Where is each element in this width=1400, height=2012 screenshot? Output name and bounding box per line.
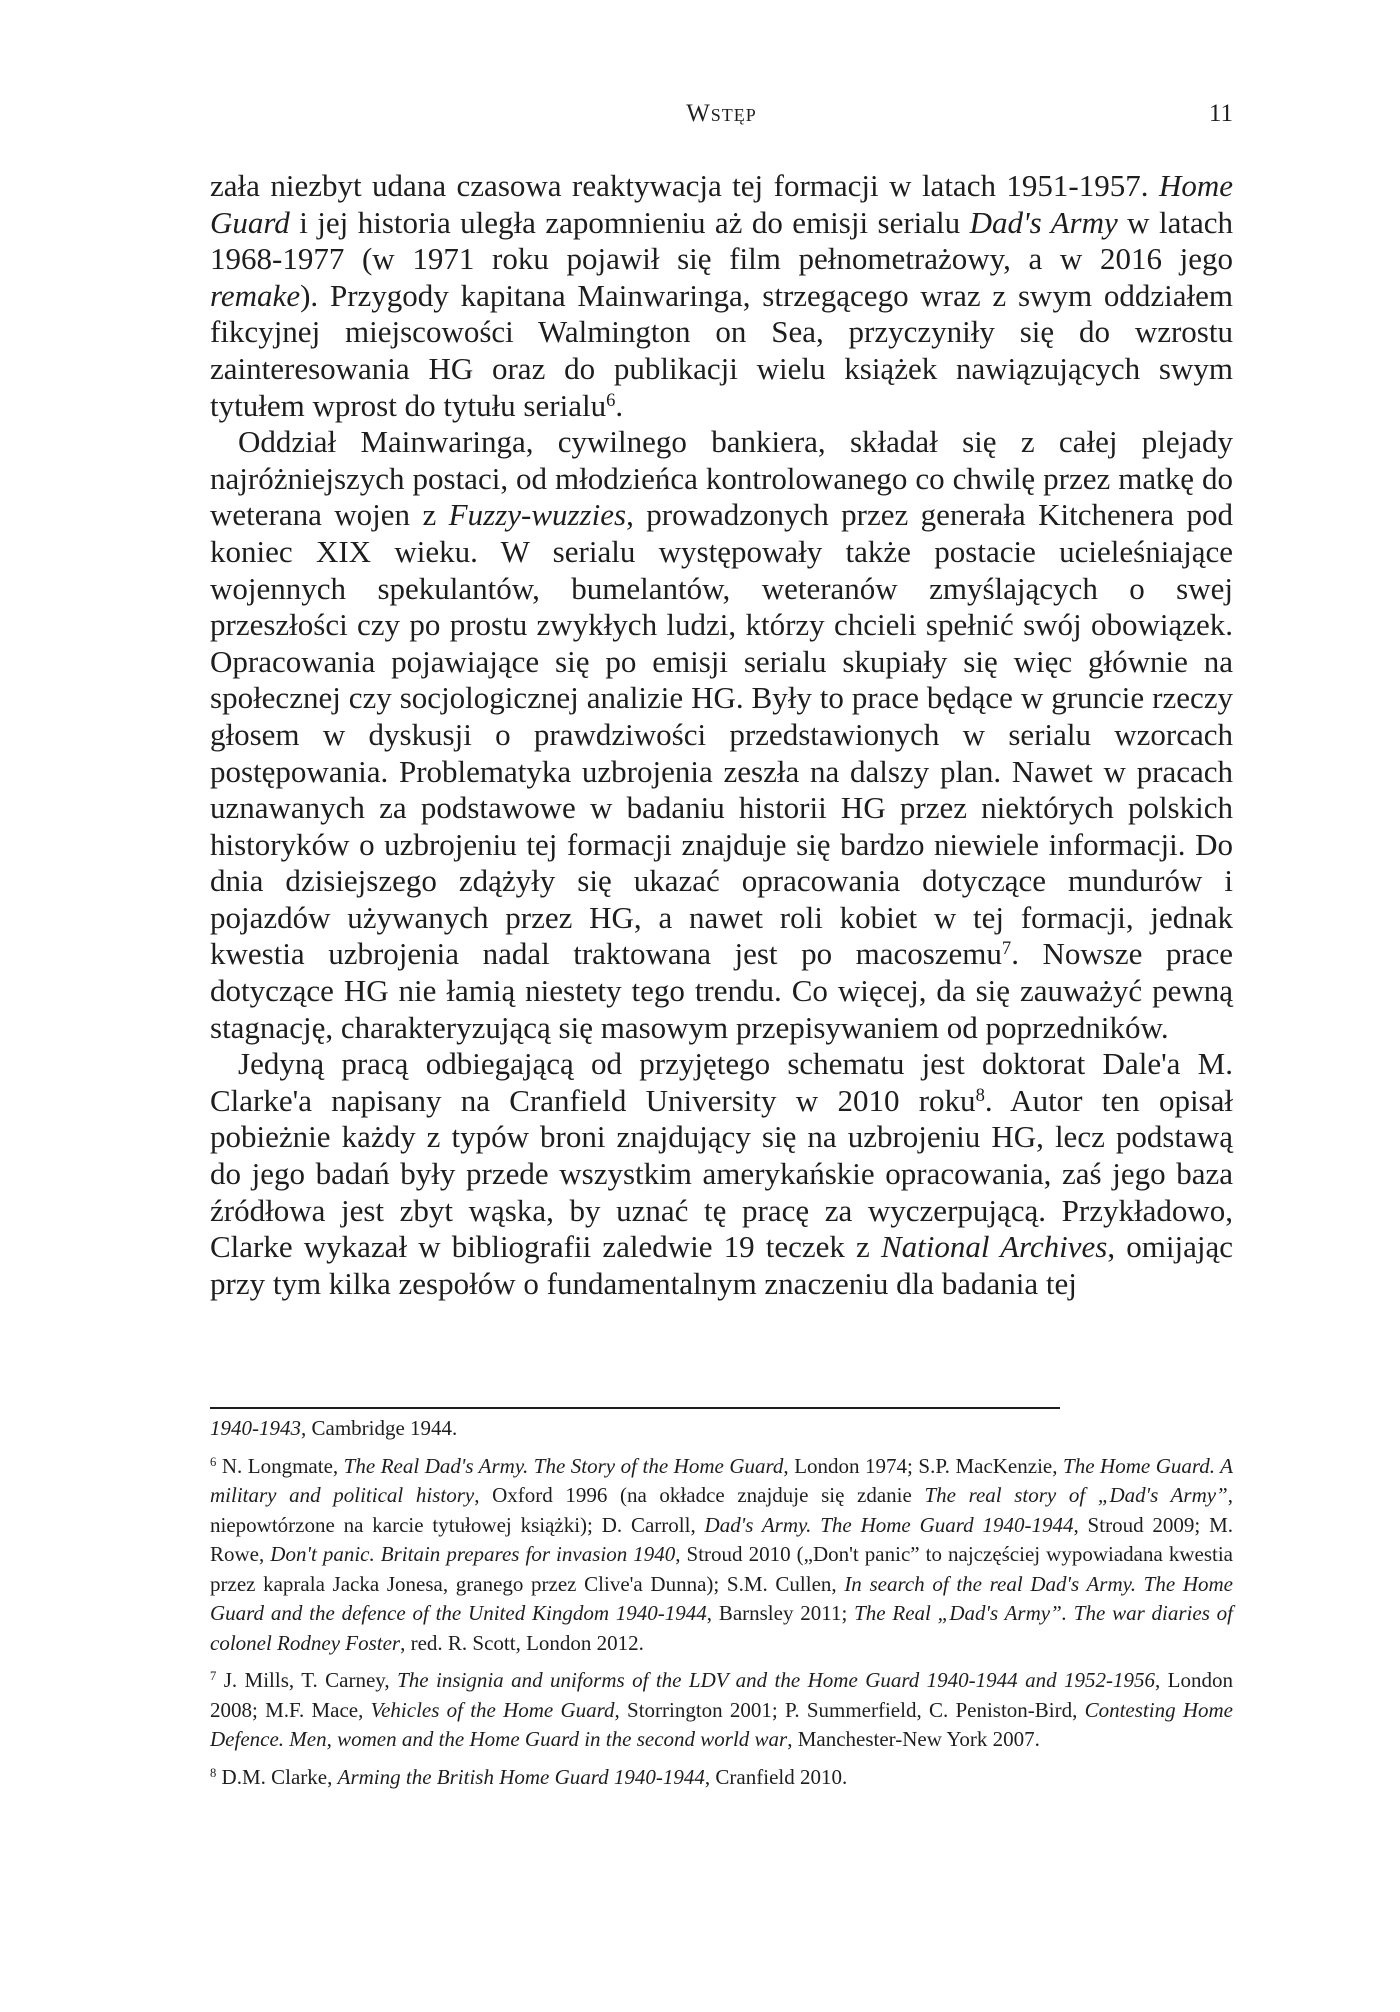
text-segment: , Storrington 2001; P. Summerfield, C. Peniston-Bird,: [614, 1697, 1085, 1722]
text-segment: D.M. Clarke,: [216, 1764, 338, 1789]
text-segment: . Nowsze prace dotyczące HG nie łamią niestety tego trendu. Co więcej, da się zauważyć pewną stagnację, charakteryzującą się masowym przepisywaniem od poprzedników.: [210, 936, 1233, 1045]
page-header: [210, 100, 1233, 140]
text-segment: , niepowtórzone na karcie tytułowej książki); D. Carroll,: [210, 1483, 1233, 1537]
footnote-marker: 7: [210, 1669, 217, 1684]
italic-text: Contesting Home Defence. Men, women and the Home Guard in the second world war: [210, 1697, 1233, 1751]
footnote-separator: [210, 1407, 1060, 1409]
text-segment: w latach 1968-1977 (w 1971 roku pojawił się film pełnometrażowy, a w 2016 jego: [210, 204, 1234, 277]
footnote-marker: 8: [210, 1765, 217, 1780]
italic-text: Arming the British Home Guard 1940-1944: [337, 1764, 705, 1789]
italic-text: Fuzzy-wuzzies: [448, 497, 627, 533]
text-segment: , Stroud 2010 („Don't panic” to najczęściej wypowiadana kwestia przez kaprala Jacka Jonesa, granego przez Clive'a Dunna); S.M. Cullen,: [210, 1542, 1233, 1596]
footnote-marker: 6: [606, 389, 616, 411]
italic-text: The Real „Dad's Army”. The war diaries of colonel Rodney Foster: [210, 1601, 1233, 1655]
italic-text: Dad's Army: [969, 204, 1118, 240]
text-segment: , Manchester-New York 2007.: [787, 1727, 1040, 1751]
footnote: [210, 1666, 1233, 1755]
text-segment: , Cambridge 1944.: [301, 1416, 458, 1440]
text-segment: , Cranfield 2010.: [704, 1764, 848, 1789]
footnote-marker: 6: [210, 1454, 217, 1469]
italic-text: The Real Dad's Army. The Story of the Home Guard: [343, 1453, 784, 1478]
italic-text: remake: [210, 277, 301, 313]
main-text: [210, 168, 1233, 1302]
italic-text: Vehicles of the Home Guard: [370, 1697, 615, 1722]
running-head: Wstęp: [686, 100, 757, 127]
text-segment: Oddział Mainwaringa, cywilnego bankiera, składał się z całej plejady najróżniejszych postaci, od młodzieńca kontrolowanego co chwilę przez matkę do weterana wojen z: [210, 424, 1233, 533]
text-segment: ). Przygody kapitana Mainwaringa, strzegącego wraz z swym oddziałem fikcyjnej miejscowości Walmington on Sea, przyczyniły się do wzrostu zainteresowania HG oraz do publikacji wielu książek nawiązujących swym tytułem wprost do tytułu serialu: [210, 277, 1233, 423]
italic-text: The Home Guard. A military and political history: [210, 1453, 1233, 1507]
text-segment: , London 2008; M.F. Mace,: [210, 1668, 1233, 1722]
footnotes: [210, 1414, 1233, 1800]
text-segment: , Stroud 2009; M. Rowe,: [210, 1512, 1233, 1566]
italic-text: Dad's Army. The Home Guard 1940-1944: [704, 1512, 1074, 1537]
italic-text: In search of the real Dad's Army. The Home Guard and the defence of the United Kingdom 1940-1944: [210, 1571, 1233, 1625]
italic-text: 1940-1943: [210, 1416, 301, 1440]
text-segment: , prowadzonych przez generała Kitchenera pod koniec XIX wieku. W serialu występowały także postacie ucieleśniające wojennych spekulantów, bumelantów, weteranów zmyślających o swej przeszłości czy po prostu zwykłych ludzi, którzy chcieli spełnić swój obowiązek. Opracowania pojawiające się po emisji serialu skupiały się więc głównie na społecznej czy socjologicznej analizie HG. Były to prace będące w gruncie rzeczy głosem w dyskusji o prawdziwości przedstawionych w serialu wzorcach postępowania. Problematyka uzbrojenia zeszła na dalszy plan. Nawet w pracach uznawanych za podstawowe w badaniu historii HG przez niektórych polskich historyków o uzbrojeniu tej formacji znajduje się bardzo niewiele informacji. Do dnia dzisiejszego zdążyły się ukazać opracowania dotyczące mundurów i pojazdów używanych przez HG, a nawet roli kobiet w tej formacji, jednak kwestia uzbrojenia nadal traktowana jest po macoszemu: [210, 497, 1233, 972]
text-segment: , omijając przy tym kilka zespołów o fundamentalnym znaczeniu dla badania tej: [210, 1229, 1233, 1301]
page-number: 11: [1208, 100, 1233, 127]
paragraph: [210, 1046, 1233, 1302]
paragraph: [210, 424, 1233, 1046]
italic-text: National Archives: [880, 1229, 1108, 1265]
text-segment: , London 1974; S.P. MacKenzie,: [783, 1453, 1064, 1478]
text-segment: Jedyną pracą odbiegającą od przyjętego schematu jest doktorat Dale'a M. Clarke'a napisany na Cranfield University w 2010 roku: [210, 1046, 1233, 1118]
footnote: [210, 1414, 1233, 1444]
text-segment: zała niezbyt udana czasowa reaktywacja tej formacji w latach 1951-1957.: [210, 168, 1159, 203]
footnote-marker: 8: [975, 1084, 985, 1106]
footnote: [210, 1763, 1233, 1793]
footnote: [210, 1452, 1233, 1659]
paragraph: [210, 168, 1233, 424]
text-segment: i jej historia uległa zapomnieniu aż do emisji serialu: [289, 204, 970, 240]
text-segment: , Oxford 1996 (na okładce znajduje się zdanie: [474, 1483, 925, 1507]
text-segment: .: [615, 387, 624, 423]
italic-text: Don't panic. Britain prepares for invasion 1940: [270, 1542, 676, 1566]
text-segment: . Autor ten opisał pobieżnie każdy z typów broni znajdujący się na uzbrojeniu HG, lecz podstawą do jego badań były przede wszystkim amerykańskie opracowania, zaś jego baza źródłowa jest zbyt wąska, by uznać tę pracę za wyczerpującą. Przykładowo, Clarke wykazał w bibliografii zaledwie 19 teczek z: [210, 1082, 1233, 1265]
text-segment: N. Longmate,: [216, 1453, 344, 1478]
text-segment: J. Mills, T. Carney,: [216, 1668, 398, 1692]
italic-text: Home Guard: [210, 168, 1233, 240]
text-segment: , red. R. Scott, London 2012.: [400, 1630, 644, 1655]
italic-text: The real story of „Dad's Army”: [924, 1483, 1228, 1507]
italic-text: The insignia and uniforms of the LDV and the Home Guard 1940-1944 and 1952-1956: [397, 1668, 1155, 1692]
text-segment: , Barnsley 2011;: [706, 1601, 855, 1625]
footnote-marker: 7: [1001, 938, 1012, 960]
